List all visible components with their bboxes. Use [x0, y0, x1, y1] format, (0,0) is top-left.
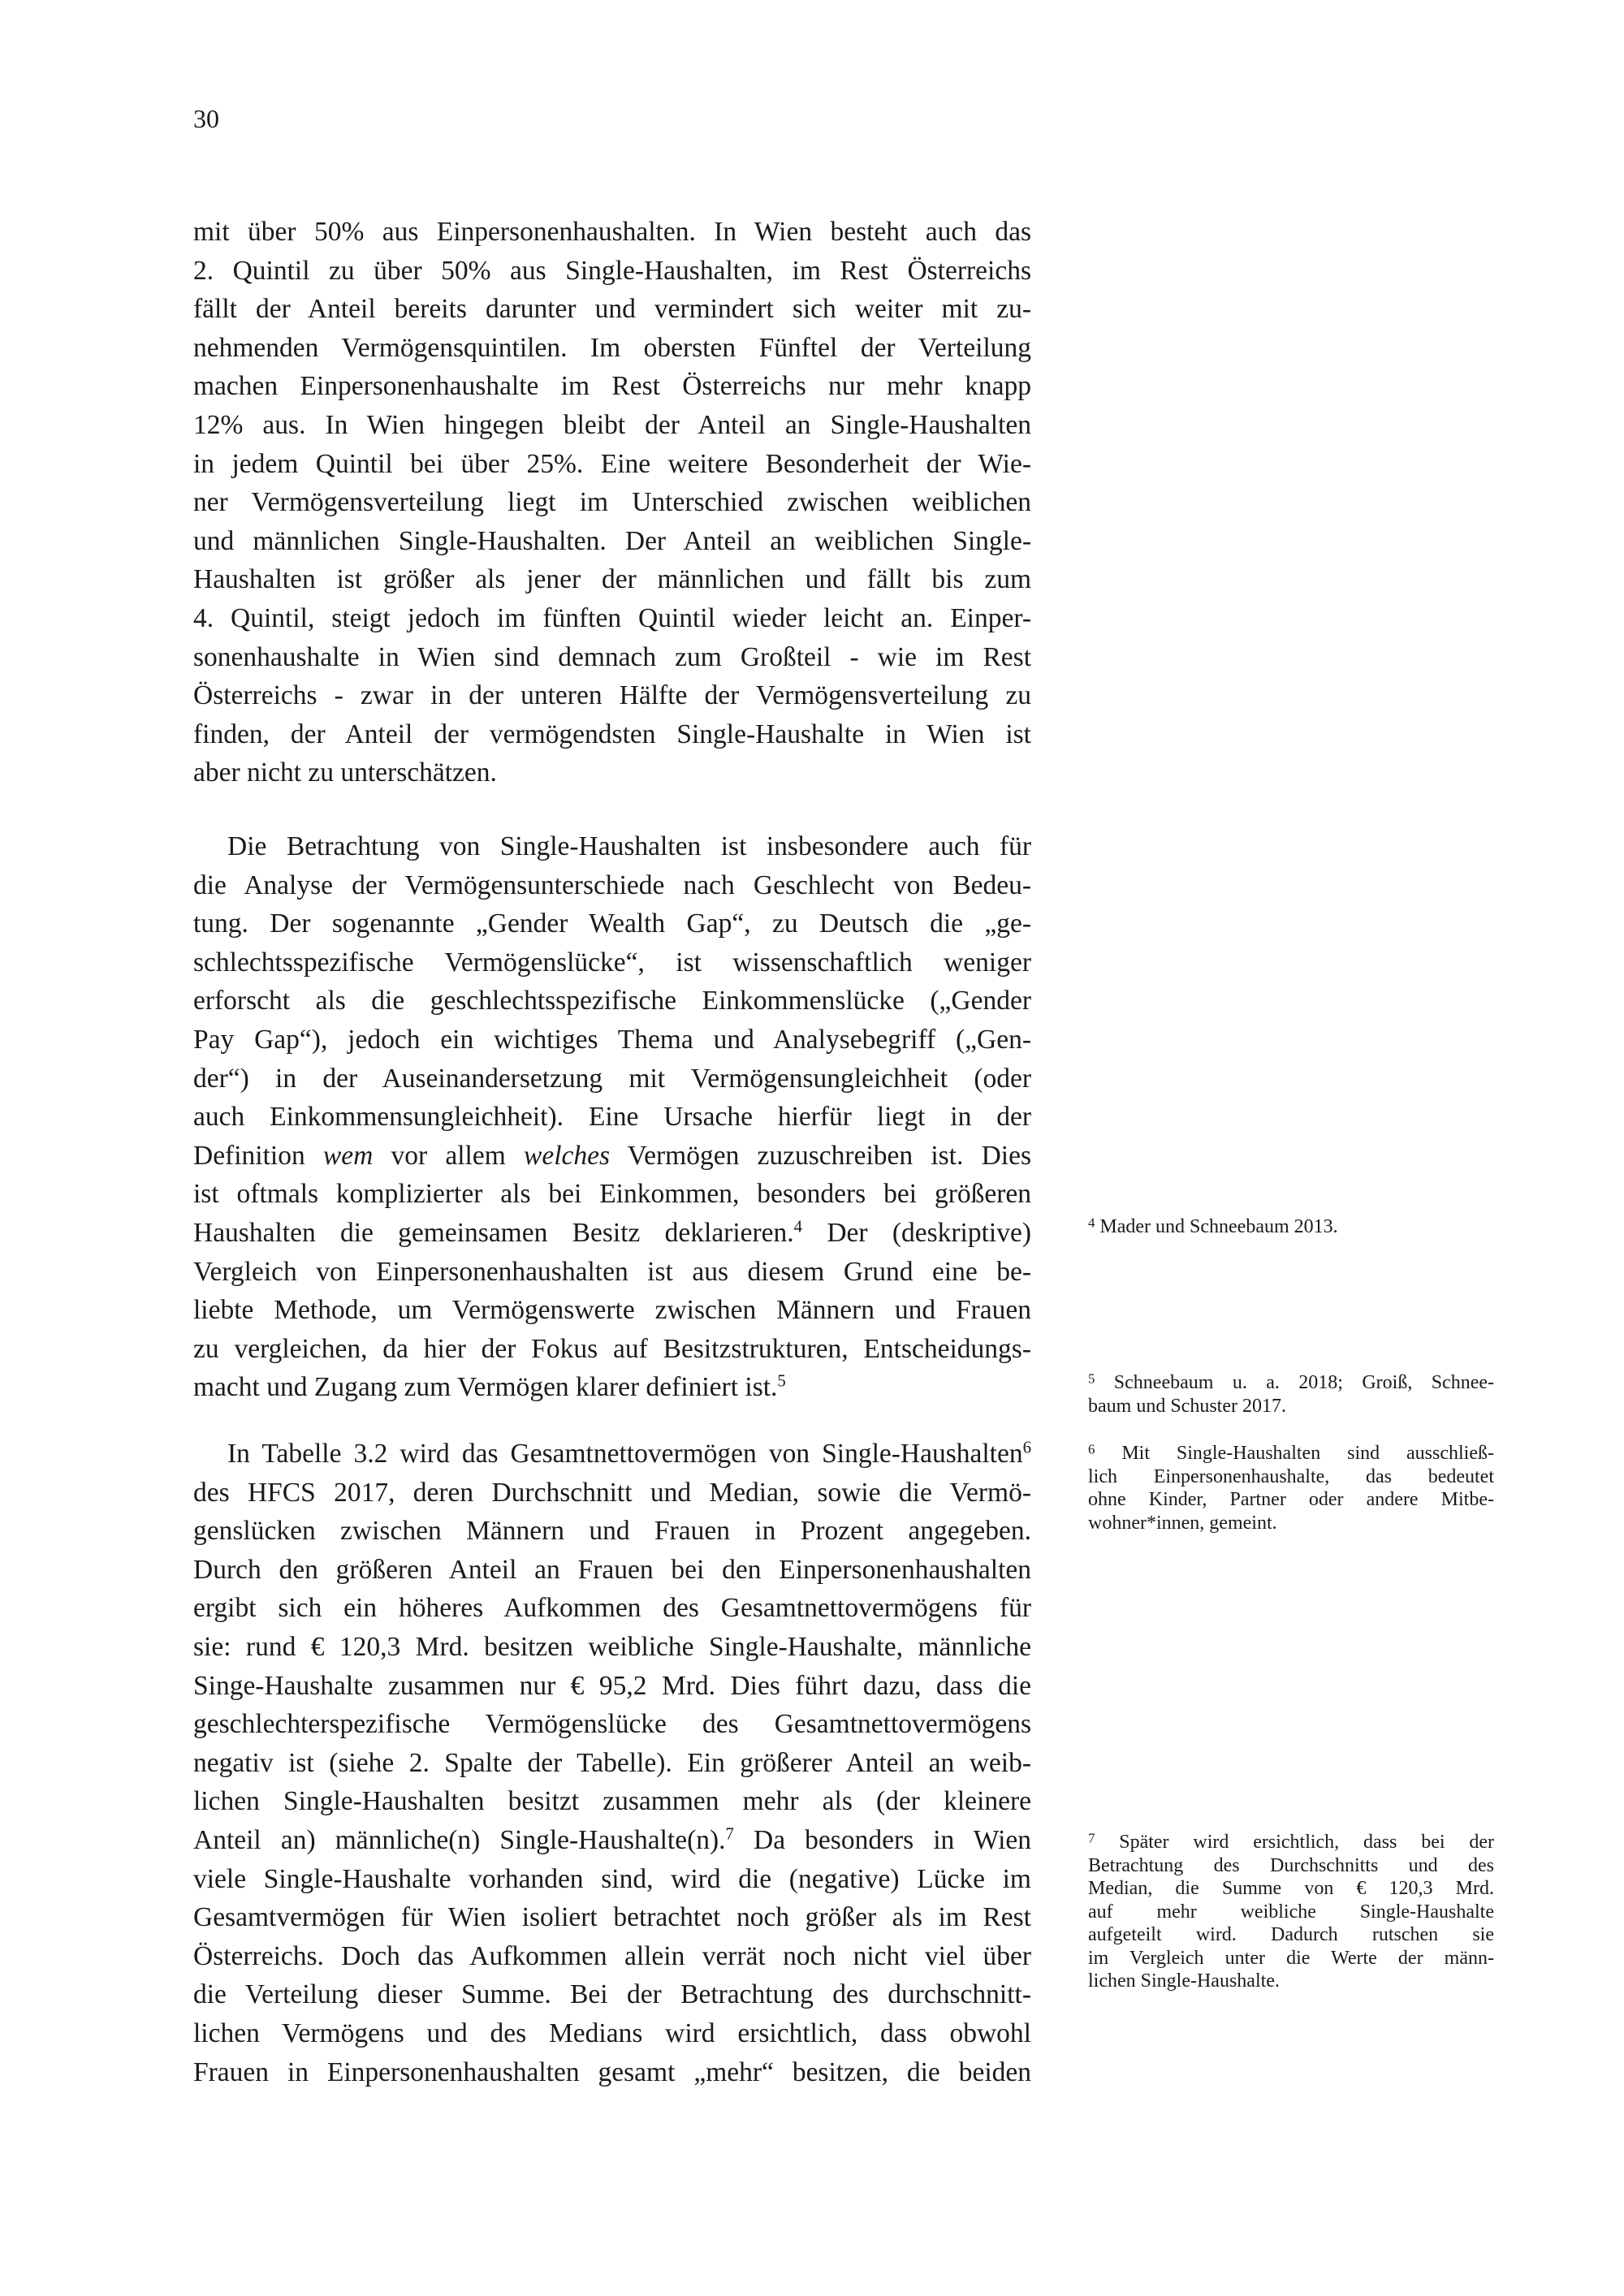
footnote-line: [1088, 1215, 1494, 1239]
footnote-line: [1088, 1395, 1494, 1418]
text-line: lichen Single-Haushalten besitzt zusammen mehr als (der kleinere: [193, 1786, 1031, 1817]
text-line: viele Single-Haushalte vorhanden sind, wird die (negative) Lücke im: [193, 1863, 1031, 1894]
text-line: Österreichs - zwar in der unteren Hälfte der Vermögensverteilung zu: [193, 680, 1031, 711]
text-segment: vor allem: [373, 1140, 524, 1171]
footnote-text: baum und Schuster 2017.: [1088, 1395, 1286, 1417]
footnote-marker: 5: [777, 1371, 786, 1391]
text-segment: macht und Zugang zum Vermögen klarer definiert ist.: [193, 1372, 778, 1403]
text-line: auch Einkommensungleichheit). Eine Ursache hierfür liegt in der: [193, 1102, 1031, 1133]
text-line: [193, 1368, 1031, 1407]
footnote-number: 6: [1088, 1441, 1095, 1457]
text-segment: Der (deskriptive): [802, 1217, 1031, 1248]
text-line: ist oftmals komplizierter als bei Einkommen, besonders bei größeren: [193, 1179, 1031, 1210]
text-line: [193, 1821, 1031, 1860]
footnote-4: [1088, 1215, 1494, 1239]
footnote-text: Mader und Schneebaum 2013.: [1099, 1216, 1338, 1237]
footnote-line: [1088, 1442, 1494, 1465]
footnote-marker: 7: [725, 1824, 734, 1844]
text-line: machen Einpersonenhaushalte im Rest Österreichs nur mehr knapp: [193, 371, 1031, 402]
text-line: und männlichen Single-Haushalten. Der Anteil an weiblichen Single-: [193, 525, 1031, 556]
footnote-marker: 4: [793, 1217, 803, 1236]
text-segment: Vermögen zuzuschreiben ist. Dies: [610, 1140, 1031, 1171]
text-line: der“) in der Auseinandersetzung mit Vermögensungleichheit (oder: [193, 1063, 1031, 1094]
footnote-number: 5: [1088, 1370, 1095, 1387]
text-line: lichen Vermögens und des Medians wird ersichtlich, dass obwohl: [193, 2018, 1031, 2048]
footnote-number: 4: [1088, 1215, 1095, 1231]
footnote-marker: 6: [1022, 1438, 1031, 1457]
text-line: ergibt sich ein höheres Aufkommen des Gesamtnettovermögens für: [193, 1593, 1031, 1624]
paragraph-1: [193, 213, 1031, 792]
footnote-line: [1088, 1488, 1494, 1512]
text-line: erforscht als die geschlechtsspezifische Einkommenslücke („Gender: [193, 986, 1031, 1016]
text-line: Frauen in Einpersonenhaushalten gesamt „mehr“ besitzen, die beiden: [193, 2056, 1031, 2087]
footnote-text: Mit Single-Haushalten sind ausschließ-: [1121, 1443, 1494, 1464]
footnote-line: [1088, 1831, 1494, 1854]
emphasis-text: wem: [322, 1140, 374, 1171]
text-line: [193, 1435, 1031, 1474]
text-line: negativ ist (siehe 2. Spalte der Tabelle). Ein größerer Anteil an weib-: [193, 1747, 1031, 1778]
text-line: Österreichs. Doch das Aufkommen allein verrät noch nicht viel über: [193, 1940, 1031, 1971]
emphasis-text: welches: [524, 1140, 611, 1171]
footnote-line: [1088, 1970, 1494, 1993]
text-line: ner Vermögensverteilung liegt im Unterschied zwischen weiblichen: [193, 487, 1031, 518]
footnote-line: [1088, 1923, 1494, 1947]
footnote-text: im Vergleich unter die Werte der männ-: [1088, 1947, 1494, 1969]
text-line: des HFCS 2017, deren Durchschnitt und Median, sowie die Vermö-: [193, 1477, 1031, 1508]
text-segment: Anteil an) männliche(n) Single-Haushalte(n).: [193, 1824, 726, 1855]
footnote-text: wohner*innen, gemeint.: [1088, 1512, 1277, 1534]
footnote-text: lich Einpersonenhaushalte, das bedeutet: [1088, 1465, 1494, 1487]
text-line: aber nicht zu unterschätzen.: [193, 757, 497, 788]
footnote-line: [1088, 1371, 1494, 1395]
text-line: in jedem Quintil bei über 25%. Eine weitere Besonderheit der Wie-: [193, 448, 1031, 479]
text-line: geschlechterspezifische Vermögenslücke des Gesamtnettovermögens: [193, 1709, 1031, 1740]
text-line: Singe-Haushalte zusammen nur € 95,2 Mrd. Dies führt dazu, dass die: [193, 1670, 1031, 1701]
text-line: Durch den größeren Anteil an Frauen bei den Einpersonenhaushalten: [193, 1554, 1031, 1585]
text-line: genslücken zwischen Männern und Frauen in Prozent angegeben.: [193, 1516, 1031, 1547]
text-segment: Haushalten die gemeinsamen Besitz deklarieren.: [193, 1217, 794, 1248]
text-line: Pay Gap“), jedoch ein wichtiges Thema und Analysebegriff („Gen-: [193, 1024, 1031, 1055]
footnote-line: [1088, 1877, 1494, 1901]
footnote-line: [1088, 1512, 1494, 1535]
text-line: fällt der Anteil bereits darunter und vermindert sich weiter mit zu-: [193, 294, 1031, 325]
footnote-7: [1088, 1831, 1494, 1993]
text-line: sonenhaushalte in Wien sind demnach zum Großteil - wie im Rest: [193, 641, 1031, 672]
text-line: schlechtsspezifische Vermögenslücke“, ist wissenschaftlich weniger: [193, 947, 1031, 978]
text-line: Vergleich von Einpersonenhaushalten ist aus diesem Grund eine be-: [193, 1256, 1031, 1287]
footnote-line: [1088, 1854, 1494, 1878]
footnote-text: Betrachtung des Durchschnitts und des: [1088, 1854, 1494, 1876]
text-line: tung. Der sogenannte „Gender Wealth Gap“, zu Deutsch die „ge-: [193, 908, 1031, 939]
paragraph-3: [193, 1435, 1031, 2091]
text-line: Gesamtvermögen für Wien isoliert betrachtet noch größer als im Rest: [193, 1902, 1031, 1933]
text-line: Die Betrachtung von Single-Haushalten ist insbesondere auch für: [227, 831, 1031, 861]
text-line: 2. Quintil zu über 50% aus Single-Haushalten, im Rest Österreichs: [193, 255, 1031, 286]
footnote-text: auf mehr weibliche Single-Haushalte: [1088, 1901, 1494, 1923]
text-segment: In Tabelle 3.2 wird das Gesamtnettovermögen von Single-Haushalten: [227, 1439, 1023, 1469]
footnote-text: ohne Kinder, Partner oder andere Mitbe-: [1088, 1489, 1494, 1510]
text-segment: Da besonders in Wien: [733, 1824, 1031, 1855]
text-line: [193, 1214, 1031, 1253]
text-line: nehmenden Vermögensquintilen. Im obersten Fünftel der Verteilung: [193, 332, 1031, 363]
footnote-line: [1088, 1465, 1494, 1489]
page-number: 30: [193, 104, 219, 133]
footnote-line: [1088, 1947, 1494, 1970]
text-line: die Analyse der Vermögensunterschiede nach Geschlecht von Bedeu-: [193, 870, 1031, 900]
text-line: mit über 50% aus Einpersonenhaushalten. In Wien besteht auch das: [193, 217, 1031, 247]
footnote-text: Später wird ersichtlich, dass bei der: [1119, 1832, 1495, 1853]
footnote-5: [1088, 1371, 1494, 1418]
text-line: 4. Quintil, steigt jedoch im fünften Quintil wieder leicht an. Einper-: [193, 602, 1031, 633]
text-line: Haushalten ist größer als jener der männlichen und fällt bis zum: [193, 564, 1031, 595]
footnote-text: Median, die Summe von € 120,3 Mrd.: [1088, 1878, 1494, 1899]
text-line: die Verteilung dieser Summe. Bei der Betrachtung des durchschnitt-: [193, 1979, 1031, 2010]
text-line: 12% aus. In Wien hingegen bleibt der Anteil an Single-Haushalten: [193, 409, 1031, 440]
text-line: liebte Methode, um Vermögenswerte zwischen Männern und Frauen: [193, 1295, 1031, 1326]
text-segment: Definition: [193, 1140, 323, 1171]
footnote-number: 7: [1088, 1830, 1095, 1846]
footnote-text: aufgeteilt wird. Dadurch rutschen sie: [1088, 1924, 1494, 1945]
text-line: sie: rund € 120,3 Mrd. besitzen weibliche Single-Haushalte, männliche: [193, 1631, 1031, 1662]
text-line: [193, 1137, 1031, 1176]
footnote-text: lichen Single-Haushalte.: [1088, 1970, 1280, 1992]
text-line: finden, der Anteil der vermögendsten Single-Haushalte in Wien ist: [193, 719, 1031, 749]
footnote-text: Schneebaum u. a. 2018; Groiß, Schnee-: [1113, 1372, 1495, 1393]
paragraph-2: [193, 827, 1031, 1407]
text-line: zu vergleichen, da hier der Fokus auf Besitzstrukturen, Entscheidungs-: [193, 1333, 1031, 1364]
footnote-6: [1088, 1442, 1494, 1534]
footnote-line: [1088, 1901, 1494, 1924]
